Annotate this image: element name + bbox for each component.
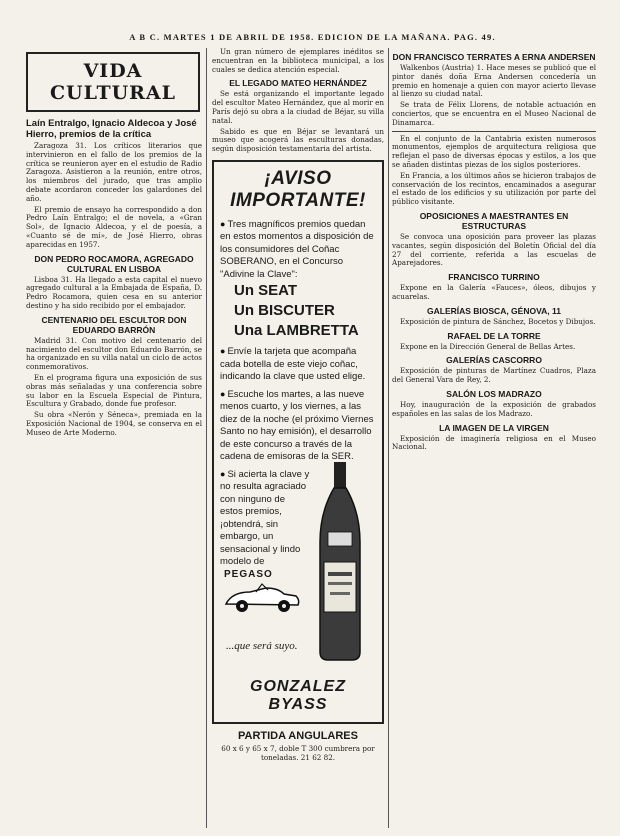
article-paragraph: Su obra «Nerón y Séneca», premiada en la Exposición Nacional de 1904, se conserva en el Museo de Arte Moderno. [26,410,202,437]
article-title: GALERÍAS BIOSCA, GÉNOVA, 11 [427,305,561,316]
article-title: SALÓN LOS MADRAZO [446,388,542,399]
article-paragraph: Se está organizando el importante legado del escultor Mateo Hernández, que al morir en París dejó su obra a la ciudad de Béjar, su villa natal. [212,89,384,125]
ad-title: ¡AVISO IMPORTANTE! [230,167,366,211]
article-title: RAFAEL DE LA TORRE [447,330,541,341]
column-rule [206,48,207,828]
article-paragraph: Exposición de pinturas de Martínez Cuadros, Plaza del General Vara de Rey, 2. [392,366,596,385]
classified-text: 60 x 6 y 65 x 7, doble T 300 cumbrera por toneladas. 21 62 82. [221,743,375,762]
article-paragraph: Se trata de Félix Llorens, de notable actuación en conciertos, que se encuentra en el Museo Nacional de Dinamarca. [392,100,596,127]
classified-title: PARTIDA ANGULARES [238,729,358,742]
bullet-icon: ● [220,346,226,357]
advertisement-box [212,160,384,724]
article-paragraph: Sabido es que en Béjar se levantará un museo que acogerá las esculturas donadas, según disposición testamentaria del artista. [212,126,384,154]
article-paragraph: Un gran número de ejemplares inéditos se encuentran en la biblioteca municipal, a los cuales se dedica atención especial. [212,48,384,74]
article-paragraph: En el conjunto de la Cantabria existen numerosos monumentos, ejemplos de arquitectura religiosa que reflejan el paso de diversas épocas y estilos, a los que se añaden distintas piezas de los siglos posteriores. [392,133,596,169]
article-paragraph: Lisboa 31. Ha llegado a esta capital el nuevo agregado cultural a la Embajada de España, D. Pedro Rocamora, quien cesa en su anterior destino y ha sido recibido por el embajador. [26,274,202,310]
divider [392,131,596,132]
bullet-icon: ● [220,218,226,229]
article-paragraph: Se convoca una oposición para proveer las plazas vacantes, según disposición del Boletín Oficial del día 27 del corriente, referida a las escuelas de Aparejadores. [392,231,596,268]
ad-paragraph: ● Escuche los martes, a las nueve menos cuarto, y los viernes, a las diez de la noche (el próximo Viernes Santo no hay emisión), el desarrollo de este concurso a través de la cadena de emisoras de la SER. [220,388,374,463]
bullet-icon: ● [220,468,226,479]
article-title: DON FRANCISCO TERRATES A ERNA ANDERSEN [392,52,596,62]
page-header: A B C. MARTES 1 DE ABRIL DE 1958. EDICION DE LA MAÑANA. PAG. 49. [129,32,496,42]
article-title: CENTENARIO DEL ESCULTOR DON EDUARDO BARRÓN [41,314,187,335]
article-paragraph: Madrid 31. Con motivo del centenario del nacimiento del escultor don Eduardo Barrón, se ha organizado en su villa natal un ciclo de actos conmemorativos. [26,335,202,372]
prize-item: Un BISCUTER [234,302,335,320]
ad-paragraph: ● Si acierta la clave y no resulta agraciado con ninguno de estos premios, ¡obtendrá, sin embargo, un sensacional y lindo modelo de [220,468,310,568]
cognac-bottle-icon [312,462,368,662]
article-title: LA IMAGEN DE LA VIRGEN [439,422,549,433]
article-paragraph: Zaragoza 31. Los críticos literarios que intervinieron en el fallo de los premios de la crítica se reunieron ayer en el estudio de Radio Zaragoza. Asistieron a la reunión, entre otros, los miembros del jurado, que tras amplio debate acordaron conceder los galardones del año. [26,141,202,203]
article-paragraph: Walkenbos (Austria) 1. Hace meses se publicó que el pintor danés doña Erna Andersen concedería un premio en homenaje a quien con mayor acierto llevase al lienzo su ciudad natal. [392,63,596,99]
article-paragraph: El premio de ensayo ha correspondido a don Pedro Laín Entralgo; el de novela, a «Gran Sol», de Ignacio Aldecoa, y el de poesía, a «Cuanto sé de mí», de José Hierro, obras aparecidas en 1957. [26,204,202,249]
article-title: FRANCISCO TURRINO [448,272,540,283]
article-title: OPOSICIONES A MAESTRANTES EN ESTRUCTURAS [419,210,569,231]
classified-box [212,730,384,763]
column-vida-cultural [26,48,202,828]
article-paragraph: Exposición de imaginería religiosa en el Museo Nacional. [392,433,596,452]
prize-item: Una LAMBRETTA [234,322,359,340]
article-paragraph: Hoy, inauguración de la exposición de grabados españoles en las salas de los Madrazo. [392,399,596,418]
article-paragraph: Expone en la Galería «Fauces», óleos, dibujos y acuarelas. [392,283,596,301]
article-title: Laín Entralgo, Ignacio Aldecoa y José Hierro, premios de la crítica [26,118,197,140]
brand-logo: GONZALEZ BYASS [250,677,346,713]
column-right [392,48,596,828]
article-paragraph: Expone en la Dirección General de Bellas Artes. [400,341,576,351]
article-paragraph: Exposición de pintura de Sánchez, Bocetos y Dibujos. [400,316,596,326]
article-paragraph: En Francia, a los últimos años se hicieron trabajos de conservación de los recintos, encaminados a asegurar el estado de los edificios y su utilización por parte del público visitante. [392,170,596,207]
ad-paragraph: ● Tres magníficos premios quedan en estos momentos a disposición de los consumidores del Coñac SOBERANO, en el Concurso "Adivine la Clave": [220,218,374,280]
bullet-icon: ● [220,388,226,399]
article-title: DON PEDRO ROCAMORA, AGREGADO CULTURAL EN LISBOA [34,253,194,274]
article-title: GALERÍAS CASCORRO [446,355,542,366]
ad-tagline: ...que será suyo. [226,639,298,652]
article-title: EL LEGADO MATEO HERNÁNDEZ [229,78,367,89]
section-masthead: VIDA CULTURAL [26,52,200,112]
toy-car-icon [222,580,302,614]
column-center [212,48,384,828]
prize-item: Un SEAT [234,282,298,300]
article-paragraph: En el programa figura una exposición de sus obras más señaladas y una conferencia sobre su labor en la Escuela Especial de Pintura, Escultura y Grabado, donde fue profesor. [26,372,202,409]
column-rule [388,48,389,828]
pegaso-label: PEGASO [224,568,273,580]
ad-paragraph: ● Envíe la tarjeta que acompaña cada botella de este viejo coñac, indicando la clave que usted elige. [220,346,366,383]
